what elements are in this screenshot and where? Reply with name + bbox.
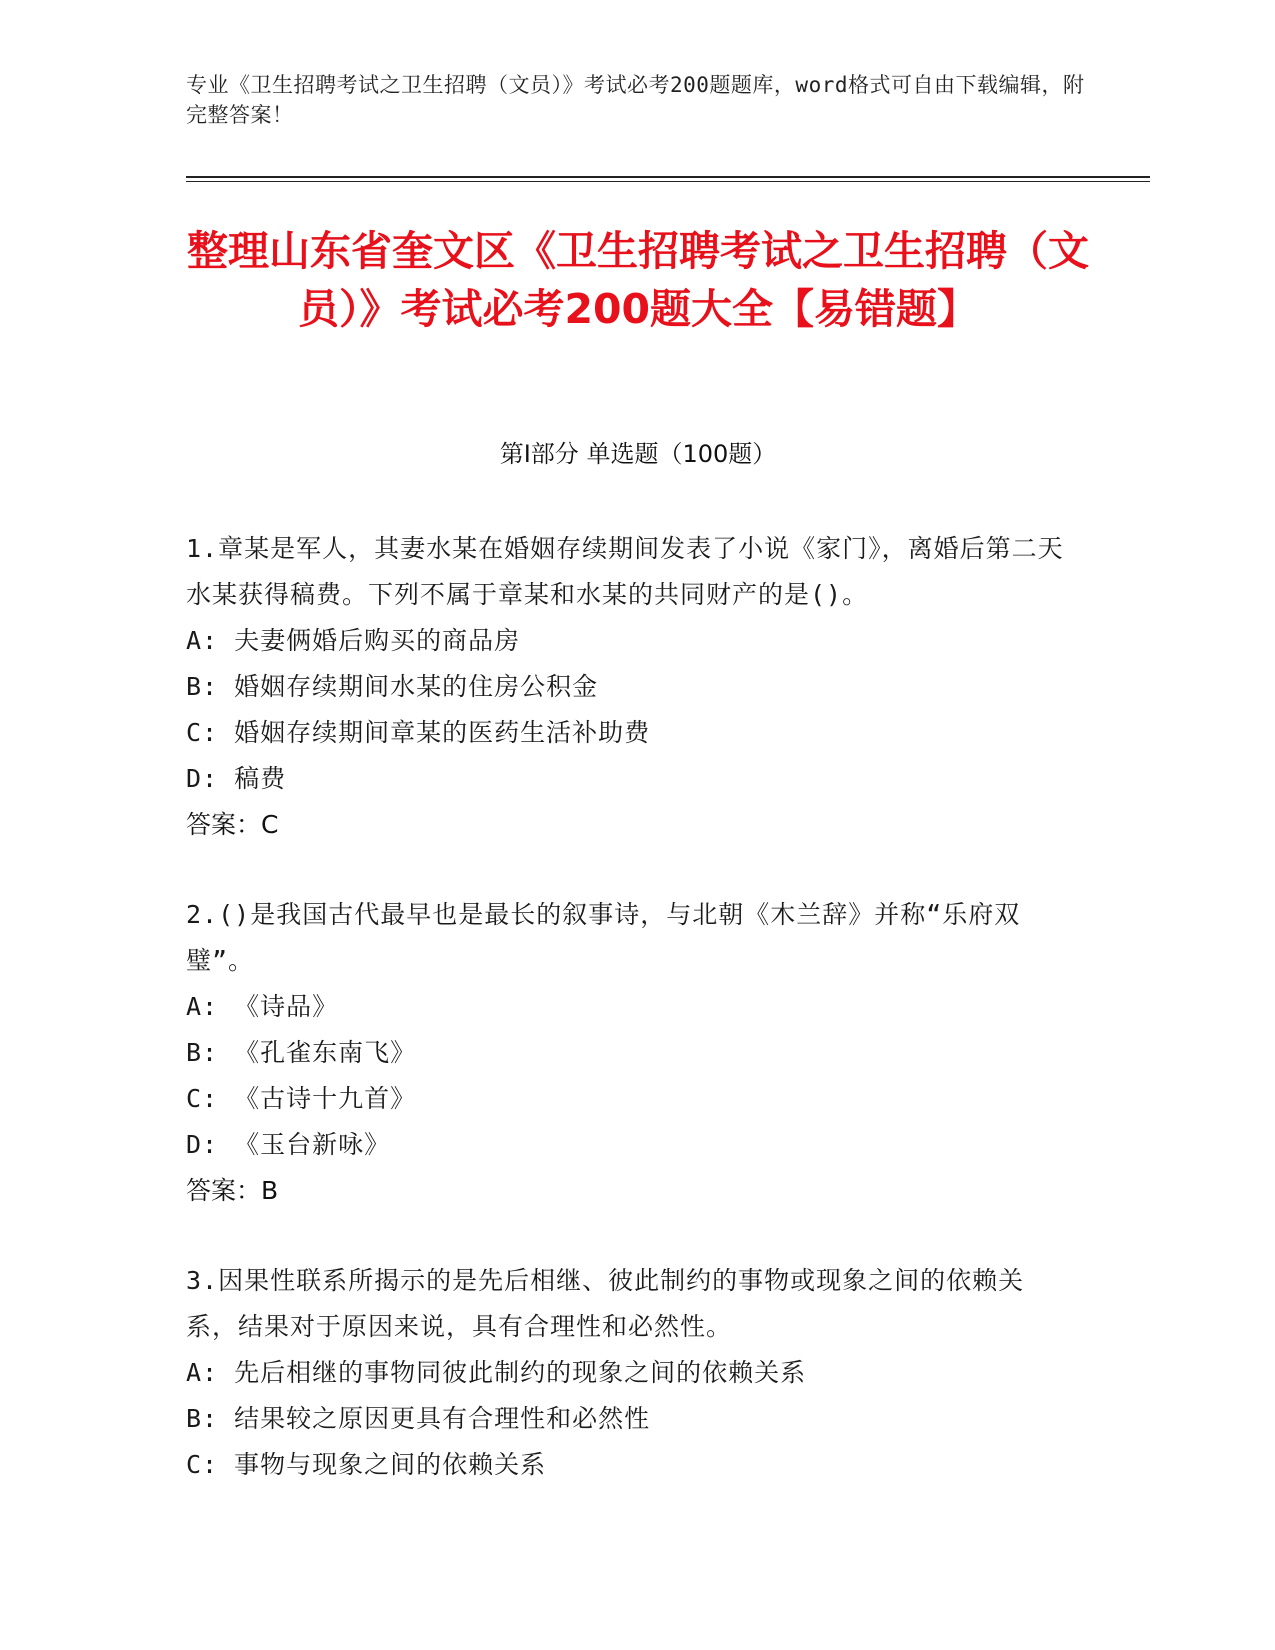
header-rule-thin: [186, 181, 1150, 182]
answer: 答案：C: [186, 810, 279, 839]
option-a: A: 《诗品》: [186, 992, 339, 1021]
header-rule: [186, 176, 1150, 178]
document-title: 整理山东省奎文区《卫生招聘考试之卫生招聘（文员）》考试必考200题大全【易错题】: [187, 227, 1089, 333]
option-b: B: 结果较之原因更具有合理性和必然性: [186, 1404, 651, 1433]
option-a: A: 夫妻俩婚后购买的商品房: [186, 626, 521, 655]
option-c: C: 事物与现象之间的依赖关系: [186, 1450, 547, 1479]
question-stem: 2.()是我国古代最早也是最长的叙事诗，与北朝《木兰辞》并称“乐府双璧”。: [186, 900, 1021, 975]
option-d: D: 《玉台新咏》: [186, 1130, 391, 1159]
option-c: C: 婚姻存续期间章某的医药生活补助费: [186, 718, 651, 747]
answer: 答案：B: [186, 1176, 279, 1205]
question-stem: 3.因果性联系所揭示的是先后相继、彼此制约的事物或现象之间的依赖关系，结果对于原因来说，具有合理性和必然性。: [186, 1266, 1025, 1341]
option-b: B: 《孔雀东南飞》: [186, 1038, 417, 1067]
option-b: B: 婚姻存续期间水某的住房公积金: [186, 672, 599, 701]
header-note: 专业《卫生招聘考试之卫生招聘（文员）》考试必考200题题库，word格式可自由下载编辑，附完整答案！: [186, 73, 1085, 127]
option-c: C: 《古诗十九首》: [186, 1084, 417, 1113]
question-2: [186, 892, 1066, 1214]
question-3: [186, 1258, 1066, 1488]
option-d: D: 稿费: [186, 764, 287, 793]
option-a: A: 先后相继的事物同彼此制约的现象之间的依赖关系: [186, 1358, 807, 1387]
question-list: [186, 526, 1066, 1532]
question-stem: 1.章某是军人，其妻水某在婚姻存续期间发表了小说《家门》，离婚后第二天水某获得稿费。下列不属于章某和水某的共同财产的是()。: [186, 534, 1064, 609]
section-title: 第I部分 单选题（100题）: [499, 440, 777, 468]
question-1: [186, 526, 1066, 848]
